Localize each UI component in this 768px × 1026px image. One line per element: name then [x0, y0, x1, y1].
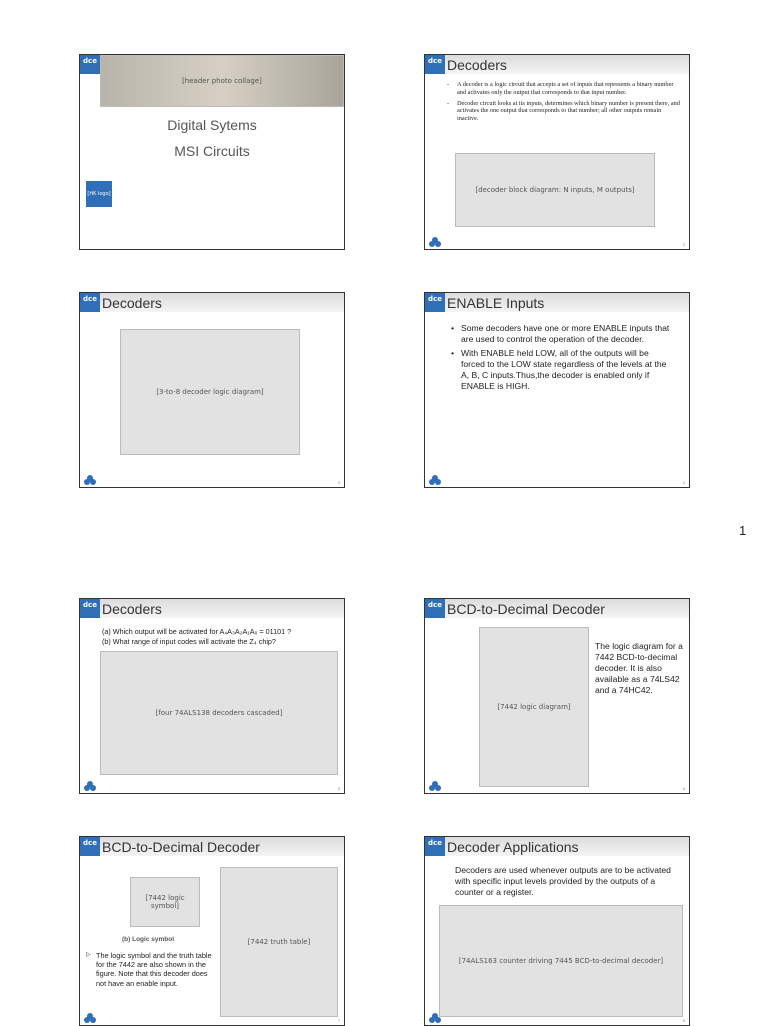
footer-logo	[84, 473, 96, 485]
decoder-block-diagram: [decoder block diagram: N inputs, M outputs]	[455, 153, 655, 227]
slide-2	[424, 54, 690, 250]
slide-1	[79, 54, 345, 250]
slide-title: Decoder Applications	[447, 839, 579, 855]
bullet-item: - Decoder circuit looks at its inputs, determines which binary number is present there, and activates the one output that corresponds to that number; all other outputs remain inactive.	[447, 100, 683, 123]
footer-logo	[84, 1011, 96, 1023]
page-number: 3	[337, 480, 340, 485]
bcd-decoder-logic-diagram: [7442 logic diagram]	[479, 627, 589, 787]
page-number: 7	[337, 1018, 340, 1023]
hk-logo: [HK logo]	[86, 181, 112, 207]
bullet-list	[447, 81, 683, 126]
slide-3	[79, 292, 345, 488]
footer-logo	[429, 779, 441, 791]
question-b: (b) What range of input codes will activate the Z₄ chip?	[102, 637, 276, 646]
handout-page-number: 1	[739, 523, 747, 538]
description-text: Decoders are used whenever outputs are to be activated with specific input levels provided by the outputs of a counter or a register.	[455, 865, 671, 897]
description-text: The logic diagram for a 7442 BCD-to-decimal decoder. It is also available as a 74LS42 and a 74HC42.	[595, 641, 683, 695]
dce-logo: dce	[80, 55, 100, 74]
bullet-list	[86, 951, 212, 991]
slide-5	[79, 598, 345, 794]
dce-logo: dce	[425, 293, 445, 312]
cascaded-decoder-diagram: [four 74ALS138 decoders cascaded]	[100, 651, 338, 775]
footer-logo	[429, 473, 441, 485]
page-number: 2	[682, 242, 685, 247]
footer-logo	[429, 1011, 441, 1023]
decoder-logic-diagram: [3-to-8 decoder logic diagram]	[120, 329, 300, 455]
dce-logo: dce	[80, 599, 100, 618]
logic-symbol-diagram: [7442 logic symbol]	[130, 877, 200, 927]
bullet-list	[451, 323, 671, 395]
page-number: 5	[337, 786, 340, 791]
slide-title: Decoders	[447, 57, 507, 73]
header-photo-collage: [header photo collage]	[100, 55, 344, 107]
logic-symbol-caption: (b) Logic symbol	[122, 936, 174, 943]
question-a: (a) Which output will be activated for A₄A₃A₂A₁A₀ = 01101 ?	[102, 627, 292, 636]
footer-logo	[429, 235, 441, 247]
slide-title-line-1: Digital Sytems	[167, 117, 257, 133]
slide-title: BCD-to-Decimal Decoder	[447, 601, 605, 617]
slide-8	[424, 836, 690, 1026]
slide-6	[424, 598, 690, 794]
slide-4	[424, 292, 690, 488]
footer-logo	[84, 779, 96, 791]
dce-logo: dce	[425, 55, 445, 74]
page-number: 4	[682, 480, 685, 485]
page-number: 6	[682, 786, 685, 791]
dce-logo: dce	[80, 837, 100, 856]
dce-logo: dce	[425, 837, 445, 856]
bullet-item: • With ENABLE held LOW, all of the outputs will be forced to the LOW state regardless of the levels at the A, B, C inputs.Thus,the decoder is enabled only if ENABLE is HIGH.	[451, 348, 671, 392]
truth-table: [7442 truth table]	[220, 867, 338, 1017]
slide-title: Decoders	[102, 295, 162, 311]
slide-title: BCD-to-Decimal Decoder	[102, 839, 260, 855]
slide-7	[79, 836, 345, 1026]
slide-title-line-2: MSI Circuits	[174, 143, 250, 159]
slide-title: ENABLE Inputs	[447, 295, 545, 311]
page-number: 8	[682, 1018, 685, 1023]
dce-logo: dce	[425, 599, 445, 618]
dce-logo: dce	[80, 293, 100, 312]
counter-decoder-circuit: [74ALS163 counter driving 7445 BCD-to-decimal decoder]	[439, 905, 683, 1017]
bullet-item: - A decoder is a logic circuit that accepts a set of inputs that represents a binary number and activates only the output that corresponds to that input number.	[447, 81, 683, 97]
slide-title: Decoders	[102, 601, 162, 617]
bullet-item: ▷ The logic symbol and the truth table for the 7442 are also shown in the figure. Note that this decoder does not have an enable input.	[86, 951, 212, 988]
bullet-item: • Some decoders have one or more ENABLE inputs that are used to control the operation of the decoder.	[451, 323, 671, 345]
